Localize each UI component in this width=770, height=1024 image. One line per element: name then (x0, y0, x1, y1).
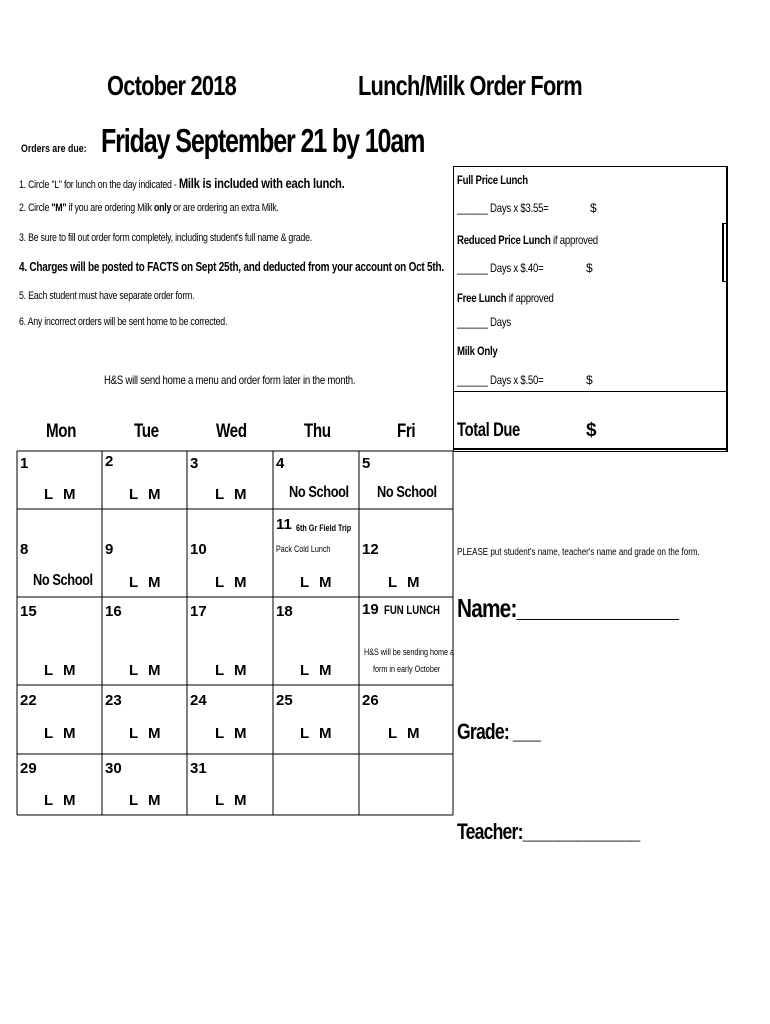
date-17: 17 (190, 603, 207, 620)
lm-choice[interactable]: L M (129, 662, 161, 679)
please-note: PLEASE put student's name, teacher's name and grade on the form. (457, 547, 700, 558)
date-2: 2 (105, 453, 114, 470)
instruction-2: 2. Circle "M" if you are ordering Milk only or are ordering an extra Milk. (19, 202, 279, 214)
day-mon: Mon (46, 421, 77, 442)
date-26: 26 (362, 692, 379, 709)
milk-only-line[interactable]: ______ Days x $.50= (457, 373, 544, 387)
fun-lunch-note-2: form in early October (373, 664, 441, 674)
date-1: 1 (20, 455, 29, 472)
lm-choice[interactable]: L M (44, 792, 76, 809)
pack-lunch-note: Pack Cold Lunch (276, 544, 331, 554)
date-22: 22 (20, 692, 37, 709)
lm-choice[interactable]: L M (388, 574, 420, 591)
date-3: 3 (190, 455, 199, 472)
lm-choice[interactable]: L M (129, 792, 161, 809)
no-school-label: No School (377, 484, 437, 501)
full-price-label: Full Price Lunch (457, 173, 528, 187)
lm-choice[interactable]: L M (215, 662, 247, 679)
lm-choice[interactable]: L M (129, 574, 161, 591)
date-30: 30 (105, 760, 122, 777)
form-title: Lunch/Milk Order Form (358, 70, 582, 101)
instruction-6: 6. Any incorrect orders will be sent home to be corrected. (19, 316, 228, 328)
date-19: 19 (362, 601, 379, 618)
lm-choice[interactable]: L M (300, 574, 332, 591)
no-school-label: No School (289, 484, 349, 501)
field-trip-note: 6th Gr Field Trip (296, 523, 352, 533)
name-field[interactable]: Name:_______________ (457, 593, 679, 623)
lm-choice[interactable]: L M (44, 725, 76, 742)
grade-field[interactable]: Grade: ___ (457, 719, 540, 744)
fun-lunch-label: FUN LUNCH (384, 603, 440, 617)
lm-choice[interactable]: L M (44, 662, 76, 679)
day-thu: Thu (304, 421, 331, 442)
date-29: 29 (20, 760, 37, 777)
lm-choice[interactable]: L M (129, 486, 161, 503)
free-lunch-label: Free Lunch if approved (457, 291, 554, 305)
fun-lunch-note-1: H&S will be sending home a (364, 647, 455, 657)
milk-only-label: Milk Only (457, 344, 498, 358)
lm-choice[interactable]: L M (44, 486, 76, 503)
free-lunch-line[interactable]: ______ Days (457, 315, 511, 329)
lm-choice[interactable]: L M (129, 725, 161, 742)
instruction-5: 5. Each student must have separate order form. (19, 290, 195, 302)
date-15: 15 (20, 603, 37, 620)
instruction-4: 4. Charges will be posted to FACTS on Sept 25th, and deducted from your account on Oct 5th. (19, 260, 444, 274)
reduced-price-label: Reduced Price Lunch if approved (457, 233, 598, 247)
milk-only-dollar: $ (586, 373, 593, 387)
date-12: 12 (362, 541, 379, 558)
date-25: 25 (276, 692, 293, 709)
reduced-price-dollar: $ (586, 261, 593, 275)
date-10: 10 (190, 541, 207, 558)
date-16: 16 (105, 603, 122, 620)
day-tue: Tue (134, 421, 159, 442)
date-9: 9 (105, 541, 114, 558)
lm-choice[interactable]: L M (388, 725, 420, 742)
date-4: 4 (276, 455, 285, 472)
date-8: 8 (20, 541, 29, 558)
due-date: Friday September 21 by 10am (101, 122, 425, 159)
day-fri: Fri (397, 421, 416, 442)
full-price-dollar: $ (590, 201, 597, 215)
lm-choice[interactable]: L M (215, 486, 247, 503)
teacher-field[interactable]: Teacher:_____________ (457, 819, 640, 844)
lm-choice[interactable]: L M (300, 725, 332, 742)
date-31: 31 (190, 760, 207, 777)
lm-choice[interactable]: L M (215, 725, 247, 742)
instruction-3: 3. Be sure to fill out order form completely, including student's full name & grade. (19, 232, 312, 244)
day-wed: Wed (216, 421, 247, 442)
total-due-label: Total Due (457, 420, 520, 441)
menu-note: H&S will send home a menu and order form later in the month. (104, 373, 356, 387)
date-5: 5 (362, 455, 371, 472)
date-18: 18 (276, 603, 293, 620)
instruction-1: 1. Circle "L" for lunch on the day indicated - Milk is included with each lunch. (19, 175, 345, 191)
date-24: 24 (190, 692, 207, 709)
date-11: 11 (276, 516, 292, 533)
total-due-dollar[interactable]: $ (586, 420, 597, 441)
reduced-price-line[interactable]: ______ Days x $.40= (457, 261, 544, 275)
date-23: 23 (105, 692, 122, 709)
no-school-label: No School (33, 572, 93, 589)
month-title: October 2018 (107, 70, 237, 101)
lm-choice[interactable]: L M (215, 574, 247, 591)
full-price-line[interactable]: ______ Days x $3.55= (457, 201, 549, 215)
lm-choice[interactable]: L M (300, 662, 332, 679)
due-label: Orders are due: (21, 143, 87, 155)
lm-choice[interactable]: L M (215, 792, 247, 809)
